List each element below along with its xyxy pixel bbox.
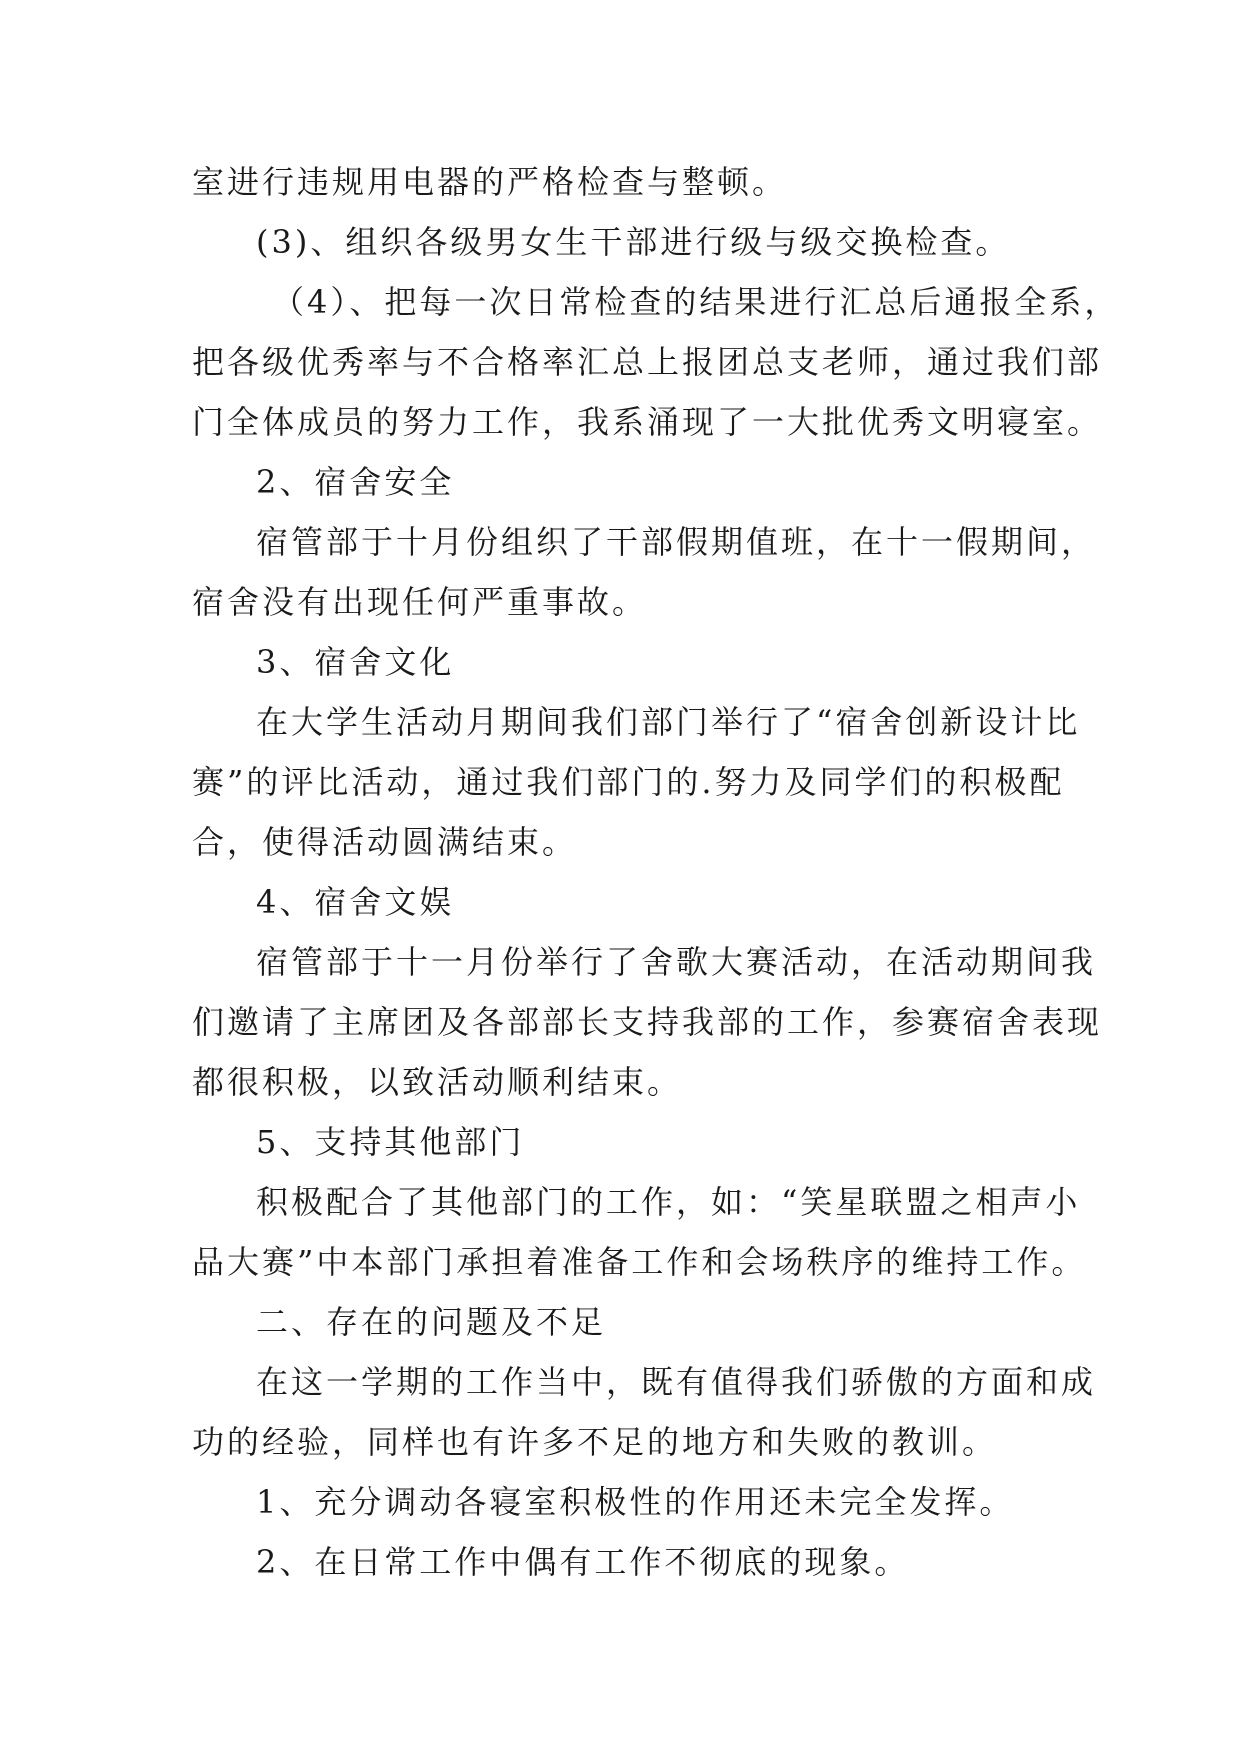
list-item: 2、在日常工作中偶有工作不彻底的现象。 [256,1543,910,1581]
paragraph-line: 在大学生活动月期间我们部门举行了“宿舍创新设计比 [256,703,1081,741]
section-heading: 3、宿舍文化 [256,643,455,681]
paragraph-line: 室进行违规用电器的严格检查与整顿。 [192,163,788,201]
paragraph-line: 合，使得活动圆满结束。 [192,823,578,861]
paragraph-line: 们邀请了主席团及各部部长支持我部的工作，参赛宿舍表现 [192,1003,1103,1041]
list-item: 1、充分调动各寝室积极性的作用还未完全发挥。 [256,1483,1015,1521]
paragraph-line: 宿舍没有出现任何严重事故。 [192,583,648,621]
section-heading: 5、支持其他部门 [256,1123,525,1161]
section-heading: 二、存在的问题及不足 [256,1303,607,1341]
document-body [192,152,1120,1592]
paragraph-line: 功的经验，同样也有许多不足的地方和失败的教训。 [192,1423,998,1461]
paragraph-line: 把各级优秀率与不合格率汇总上报团总支老师，通过我们部 [192,343,1103,381]
section-heading: 4、宿舍文娱 [256,883,455,921]
paragraph-line: (3)、组织各级男女生干部进行级与级交换检查。 [256,223,1011,261]
paragraph-line: （4）、把每一次日常检查的结果进行汇总后通报全系， [272,283,1120,321]
paragraph-line: 都很积极，以致活动顺利结束。 [192,1063,683,1101]
paragraph-line: 积极配合了其他部门的工作，如：“笑星联盟之相声小 [256,1183,1081,1221]
paragraph-line: 门全体成员的努力工作，我系涌现了一大批优秀文明寝室。 [192,403,1103,441]
section-heading: 2、宿舍安全 [256,463,455,501]
paragraph-line: 宿管部于十一月份举行了舍歌大赛活动，在活动期间我 [256,943,1097,981]
paragraph-line: 在这一学期的工作当中，既有值得我们骄傲的方面和成 [256,1363,1097,1401]
paragraph-line: 宿管部于十月份组织了干部假期值班，在十一假期间， [256,523,1097,561]
paragraph-line: 赛”的评比活动，通过我们部门的.努力及同学们的积极配 [192,763,1065,801]
paragraph-line: 品大赛”中本部门承担着准备工作和会场秩序的维持工作。 [192,1243,1087,1281]
